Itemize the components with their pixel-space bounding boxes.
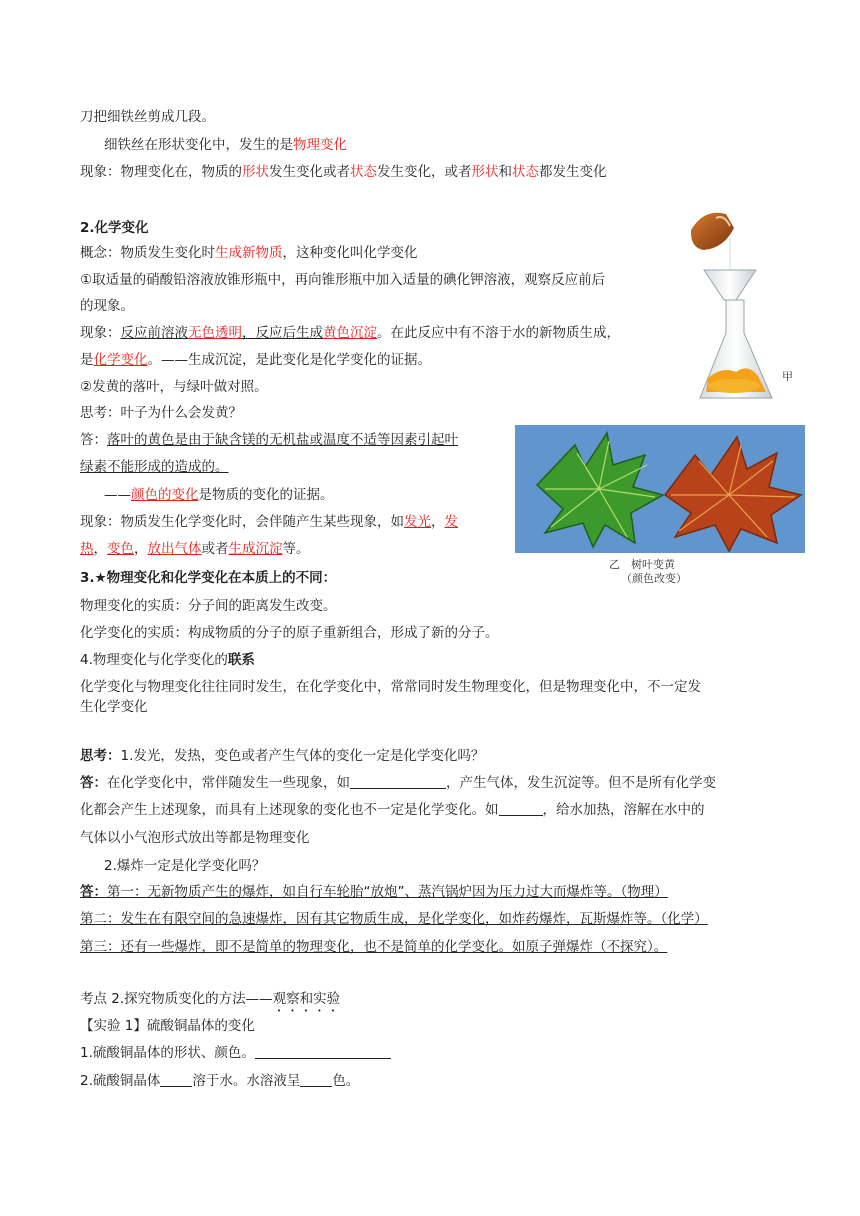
text-line: 化学变化与物理变化往往同时发生，在化学变化中，常常同时发生物理变化，但是物理变化中，不一定发 [80,679,701,695]
text-line: 现象：物质发生化学变化时，会伴随产生某些现象，如发光，发 [80,514,458,530]
flask-figure [686,208,806,413]
section-heading: 4.物理变化与化学变化的联系 [80,652,255,668]
fill-blank[interactable] [499,801,543,816]
text-line: 绿素不能形成的造成的。 [80,459,229,475]
figure-label: 甲 [782,370,793,383]
answer-line: 答：第一：无新物质产生的爆炸，如自行车轮胎“放炮”、蒸汽锅炉因为压力过大而爆炸等。（物理） [80,884,668,900]
answer-line: 气体以小气泡形式放出等都是物理变化 [80,830,310,846]
fill-blank[interactable] [160,1072,192,1087]
fill-blank[interactable] [300,1072,332,1087]
text-line: 生化学变化 [80,699,148,715]
figure-caption: 乙 树叶变黄 [609,558,675,571]
section-heading: 考点 2.探究物质变化的方法——观察和实验 [80,991,341,1007]
text-line: 是化学变化。——生成沉淀，是此变化是化学变化的证据。 [80,352,431,368]
question: 思考：1.发光，发热，变色或者产生气体的变化一定是化学变化吗？ [80,748,485,764]
section-heading: 3.★物理变化和化学变化在本质上的不同： [80,570,337,586]
text-line: 思考：叶子为什么会发黄？ [80,405,242,421]
text-line: 物理变化的实质：分子间的距离发生改变。 [80,598,337,614]
text-line: 概念：物质发生变化时生成新物质，这种变化叫化学变化 [80,245,418,261]
text-line: 热，变色，放出气体或者生成沉淀等。 [80,541,310,557]
text-line: 现象：反应前溶液无色透明，反应后生成黄色沉淀。在此反应中有不溶于水的新物质生成， [80,325,620,341]
text-line: 的现象。 [80,298,134,314]
figure-caption-note: （颜色改变） [621,572,687,585]
section-heading: 2.化学变化 [80,220,149,236]
leaf-figure [515,425,805,585]
text-line: 化学变化的实质：构成物质的分子的原子重新组合，形成了新的分子。 [80,625,499,641]
text-line: 细铁丝在形状变化中，发生的是物理变化 [104,137,347,153]
flask-illustration [686,208,806,413]
text-line: ——颜色的变化是物质的变化的证据。 [104,487,334,503]
question: 2.爆炸一定是化学变化吗？ [104,858,266,874]
leaves-illustration [515,425,805,585]
experiment-title: 【实验 1】硫酸铜晶体的变化 [80,1018,255,1034]
text-line: ①取适量的硝酸铅溶液放锥形瓶中，再向锥形瓶中加入适量的碘化钾溶液，观察反应前后 [80,272,606,288]
text-line: 2.硫酸铜晶体 溶于水。水溶液呈 色。 [80,1073,360,1089]
text-line: 答：落叶的黄色是由于缺含镁的无机盐或温度不适等因素引起叶 [80,432,458,448]
answer-line: 第二：发生在有限空间的急速爆炸，因有其它物质生成，是化学变化，如炸药爆炸，瓦斯爆炸等。（化学） [80,911,708,927]
text-line: 刀把细铁丝剪成几段。 [80,109,215,125]
text-line: 1.硫酸铜晶体的形状、颜色。 [80,1043,391,1063]
answer-line: 答：在化学变化中，常伴随发生一些现象，如 ，产生气体，发生沉淀等。但不是所有化学变 [80,775,716,791]
answer-line: 化都会产生上述现象，而具有上述现象的变化也不一定是化学变化。如 ，给水加热，溶解在水中的 [80,802,705,818]
text-line: ②发黄的落叶，与绿叶做对照。 [80,379,268,395]
fill-blank[interactable] [350,774,446,789]
answer-line: 第三：还有一些爆炸，即不是简单的物理变化，也不是简单的化学变化。如原子弹爆炸（不探究）。 [80,939,668,955]
fill-blank[interactable] [255,1044,391,1059]
text-line: 现象：物理变化在，物质的形状发生变化或者状态发生变化，或者形状和状态都发生变化 [80,164,607,180]
